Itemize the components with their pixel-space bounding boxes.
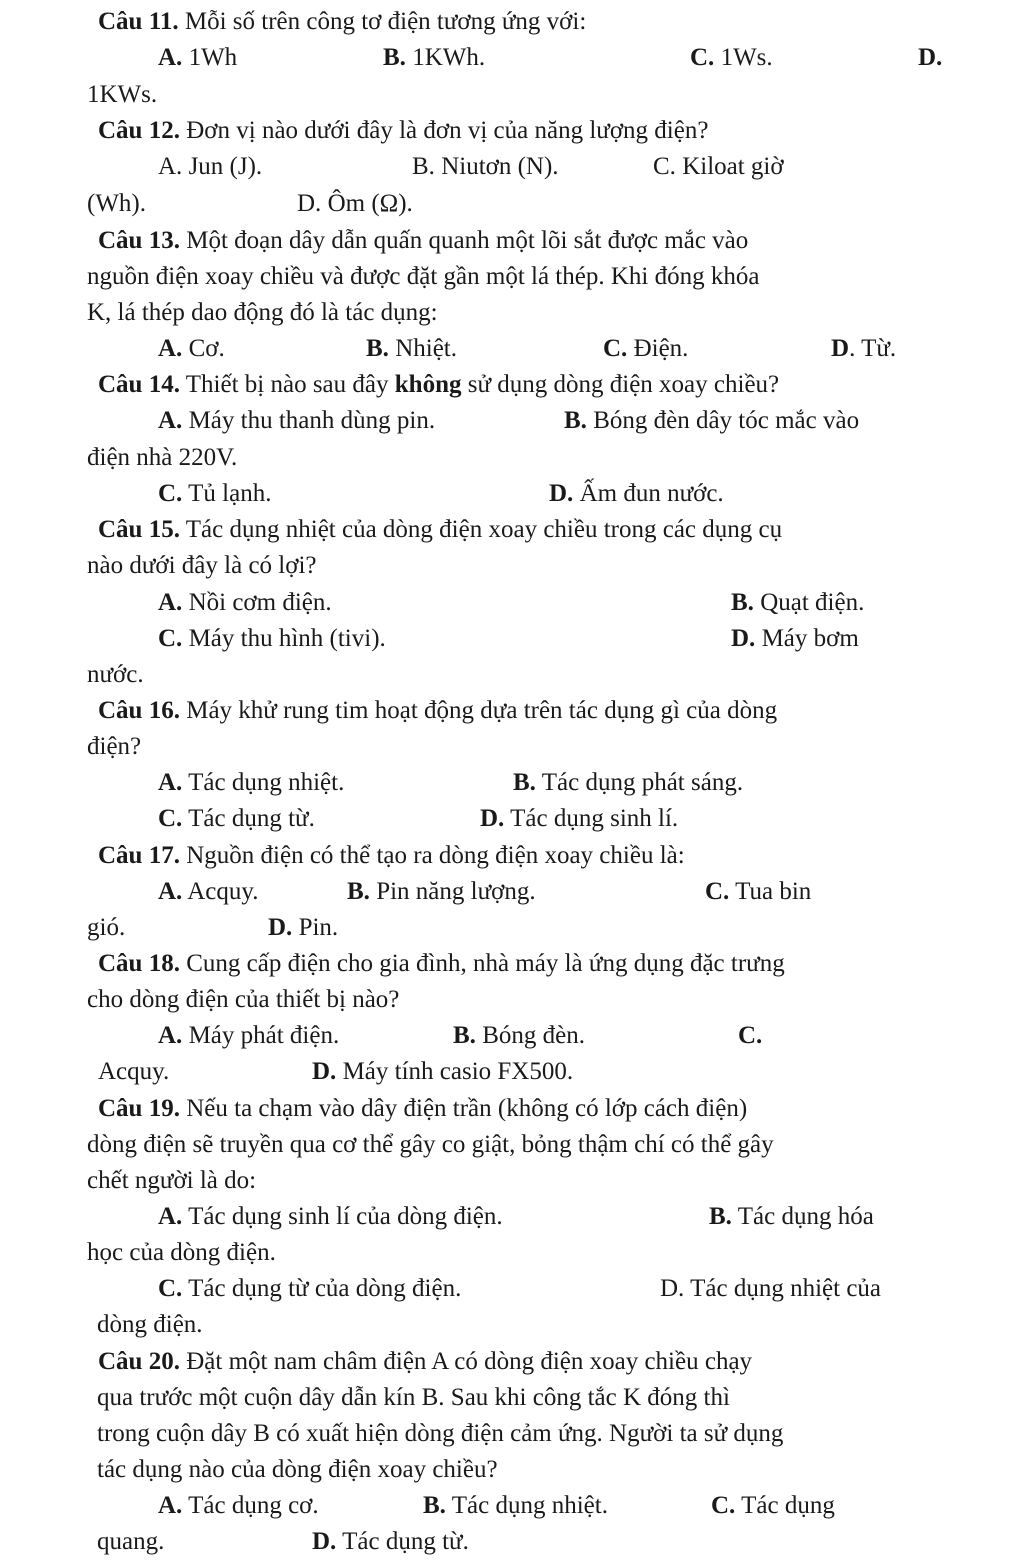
q13-option-b: B. Nhiệt. [366, 335, 457, 362]
question-19-stem-line3: chết người là do: [87, 1167, 257, 1194]
question-label: Câu 11. [98, 8, 179, 35]
q11-option-c: C. 1Ws. [690, 44, 773, 71]
q12-option-d: D. Ôm (Ω). [297, 190, 413, 217]
q12-option-c-cont: (Wh). [87, 190, 146, 217]
q15-option-a: A. Nồi cơm điện. [158, 589, 332, 616]
q12-option-b: B. Niutơn (N). [412, 153, 559, 180]
question-19-stem: Câu 19. Nếu ta chạm vào dây điện trần (không có lớp cách điện) [98, 1095, 748, 1122]
q17-option-c: C. Tua bin [705, 878, 812, 905]
q20-option-b: B. Tác dụng nhiệt. [423, 1492, 608, 1519]
q11-option-a: A. 1Wh [158, 44, 238, 71]
q14-option-b-cont: điện nhà 220V. [87, 444, 238, 471]
question-17-stem: Câu 17. Nguồn điện có thể tạo ra dòng điện xoay chiều là: [98, 842, 685, 869]
question-18-stem-line2: cho dòng điện của thiết bị nào? [87, 986, 400, 1013]
question-16-stem: Câu 16. Máy khử rung tim hoạt động dựa trên tác dụng gì của dòng [98, 697, 778, 724]
q13-option-d: D. Từ. [831, 335, 897, 362]
question-13-stem-line3: K, lá thép dao động đó là tác dụng: [87, 299, 438, 326]
question-18-stem: Câu 18. Cung cấp điện cho gia đình, nhà máy là ứng dụng đặc trưng [98, 950, 785, 977]
q18-option-d: D. Máy tính casio FX500. [312, 1058, 574, 1085]
question-20-stem: Câu 20. Đặt một nam châm điện A có dòng điện xoay chiều chạy [98, 1348, 753, 1375]
q18-option-b: B. Bóng đèn. [453, 1022, 585, 1049]
question-20-stem-line3: trong cuộn dây B có xuất hiện dòng điện cảm ứng. Người ta sử dụng [97, 1420, 784, 1447]
q14-option-b: B. Bóng đèn dây tóc mắc vào [564, 407, 860, 434]
q19-option-c: C. Tác dụng từ của dòng điện. [158, 1275, 462, 1302]
q20-option-a: A. Tác dụng cơ. [158, 1492, 319, 1519]
q19-option-b-cont: học của dòng điện. [87, 1239, 276, 1266]
q19-option-d-cont: dòng điện. [97, 1311, 203, 1338]
q15-option-c: C. Máy thu hình (tivi). [158, 625, 386, 652]
question-20-stem-line2: qua trước một cuộn dây dẫn kín B. Sau khi công tắc K đóng thì [97, 1384, 730, 1411]
question-12-stem: Câu 12. Đơn vị nào dưới đây là đơn vị của năng lượng điện? [98, 117, 709, 144]
q11-option-d-label: D. [918, 44, 943, 71]
question-13-stem: Câu 13. Một đoạn dây dẫn quấn quanh một lõi sắt được mắc vào [98, 227, 749, 254]
question-14-stem: Câu 14. Thiết bị nào sau đây không sử dụng dòng điện xoay chiều? [98, 371, 780, 398]
q16-option-b: B. Tác dụng phát sáng. [513, 769, 744, 796]
q13-option-a: A. Cơ. [158, 335, 225, 362]
q14-option-a: A. Máy thu thanh dùng pin. [158, 407, 436, 434]
q16-option-d: D. Tác dụng sinh lí. [480, 805, 679, 832]
q14-option-c: C. Tủ lạnh. [158, 480, 272, 507]
q13-option-c: C. Điện. [603, 335, 689, 362]
q11-option-d-text: 1KWs. [87, 81, 158, 108]
q11-option-b: B. 1KWh. [383, 44, 486, 71]
q12-option-a: A. Jun (J). [158, 153, 263, 180]
q19-option-d: D. Tác dụng nhiệt của [660, 1275, 882, 1302]
q19-option-b: B. Tác dụng hóa [709, 1203, 874, 1230]
q19-option-a: A. Tác dụng sinh lí của dòng điện. [158, 1203, 503, 1230]
question-13-stem-line2: nguồn điện xoay chiều và được đặt gần một lá thép. Khi đóng khóa [87, 263, 760, 290]
q17-option-b: B. Pin năng lượng. [347, 878, 536, 905]
q15-option-d-cont: nước. [87, 661, 144, 688]
question-16-stem-line2: điện? [87, 733, 142, 760]
q20-option-d: D. Tác dụng từ. [312, 1528, 469, 1555]
q15-option-d: D. Máy bơm [731, 625, 859, 652]
question-15-stem: Câu 15. Tác dụng nhiệt của dòng điện xoay chiều trong các dụng cụ [98, 516, 783, 543]
question-19-stem-line2: dòng điện sẽ truyền qua cơ thể gây co giật, bỏng thậm chí có thể gây [87, 1131, 774, 1158]
q18-option-c-label: C. [738, 1022, 763, 1049]
q17-option-a: A. Acquy. [158, 878, 259, 905]
question-15-stem-line2: nào dưới đây là có lợi? [87, 552, 317, 579]
q16-option-c: C. Tác dụng từ. [158, 805, 315, 832]
q15-option-b: B. Quạt điện. [731, 589, 865, 616]
question-20-stem-line4: tác dụng nào của dòng điện xoay chiều? [97, 1456, 498, 1483]
q12-option-c: C. Kiloat giờ [653, 153, 784, 180]
q17-option-c-cont: gió. [87, 914, 126, 941]
question-11-stem: Câu 11. Mỗi số trên công tơ điện tương ứng với: [98, 8, 587, 35]
emphasis-not: không [394, 371, 462, 398]
q20-option-c-cont: quang. [97, 1528, 165, 1555]
q18-option-a: A. Máy phát điện. [158, 1022, 340, 1049]
q14-option-d: D. Ấm đun nước. [549, 480, 724, 507]
q20-option-c: C. Tác dụng [711, 1492, 835, 1519]
q17-option-d: D. Pin. [268, 914, 339, 941]
q16-option-a: A. Tác dụng nhiệt. [158, 769, 345, 796]
q18-option-c-text: Acquy. [98, 1058, 170, 1085]
